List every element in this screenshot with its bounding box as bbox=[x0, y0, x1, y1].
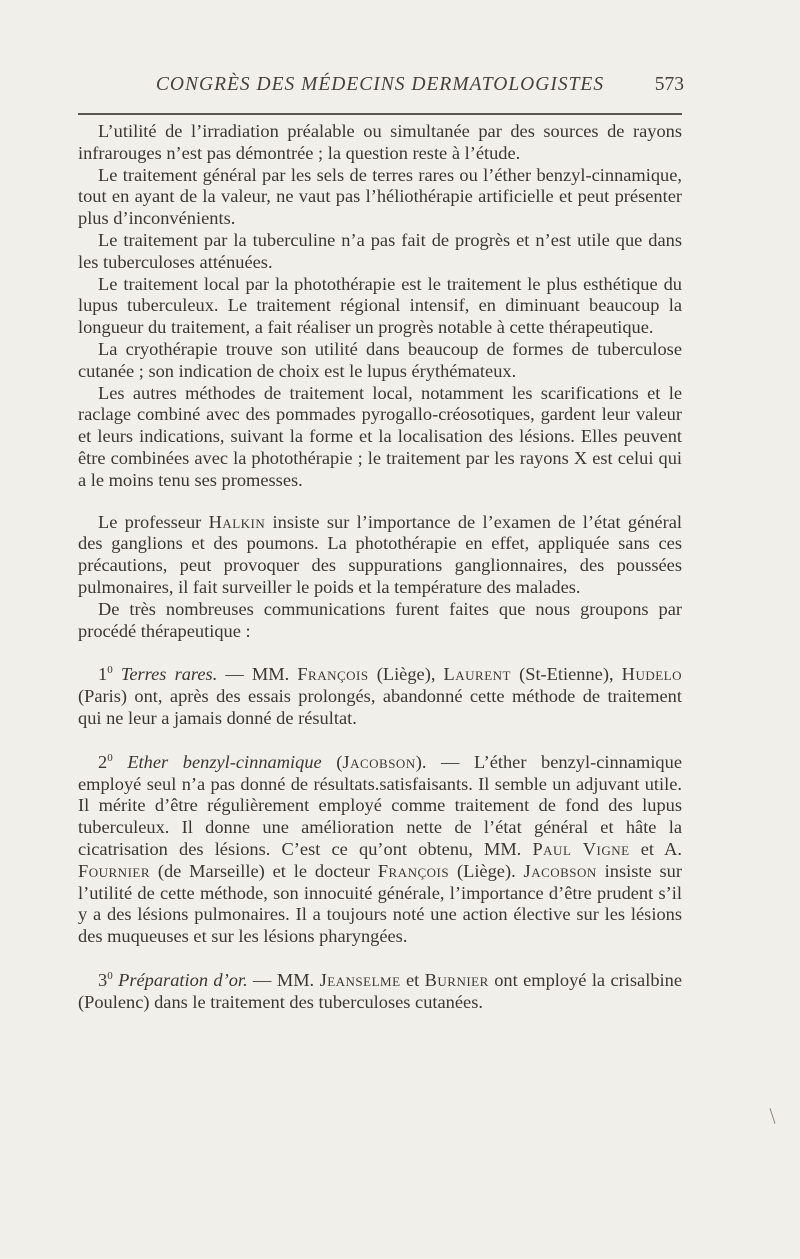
author-name: François bbox=[377, 860, 450, 881]
running-header bbox=[78, 74, 682, 104]
paragraph: La cryothérapie trouve son utilité dans beaucoup de formes de tuberculose cutanée ; son indication de choix est le lupus érythémateux. bbox=[78, 338, 682, 381]
intro-paragraph: De très nombreuses communications furent faites que nous groupons par procédé thérapeutique : bbox=[78, 598, 682, 641]
body-text bbox=[78, 121, 682, 1013]
author-name: Paul Vigne bbox=[532, 838, 630, 859]
running-title: CONGRÈS DES MÉDECINS DERMATOLOGISTES bbox=[155, 74, 605, 95]
section-title: Ether benzyl-cinnamique bbox=[127, 751, 322, 772]
paragraph: Le traitement général par les sels de terres rares ou l’éther benzyl-cinnamique, tout en ayant de la valeur, ne vaut pas l’héliothérapie artificielle et peut présenter plus d’inconvénients. bbox=[78, 164, 682, 229]
margin-mark bbox=[770, 1108, 776, 1124]
page-number: 573 bbox=[654, 74, 684, 95]
author-name: Jacobson bbox=[523, 860, 597, 881]
section-title: Terres rares. bbox=[120, 664, 218, 685]
section-title: Préparation d’or. bbox=[118, 969, 248, 990]
paragraph: L’utilité de l’irradiation préalable ou simultanée par des sources de rayons infrarouges n’est pas démontrée ; la question reste à l’étude. bbox=[78, 121, 682, 163]
author-name: François bbox=[297, 664, 369, 685]
author-name: Laurent bbox=[443, 664, 511, 685]
paragraph: Le traitement local par la photothérapie est le traitement le plus esthétique du lupus tuberculeux. Le traitement régional intensif, en diminuant beaucoup la longueur du traitement, a fait réaliser un progrès notable à cette thérapeutique. bbox=[78, 273, 682, 338]
section-ether: $2^0$ Ether benzyl-cinnamique (Jacobson). — L’éther benzyl-cinnamique employé seul n’a pas donné de résultats.satisfaisants. Il semble un adjuvant utile. Il mérite d’être régulièrement employé comme traitement de fond des lupus tuberculeux. Il donne une amélioration nette de l’état général et hâte la cicatrisation des lésions. C’est ce qu’ont obtenu, MM. Paul Vigne et A. Fournier (de Marseille) et le docteur François (Liège). Jacobson insiste sur l’utilité de cette méthode, son innocuité générale, l’importance d’être prudent s’il y a des lésions pulmonaires. Il a toujours noté une action élective sur les lésions des muqueuses et sur les lésions pharyngées. bbox=[78, 751, 682, 947]
halkin-paragraph: Le professeur Halkin insiste sur l’importance de l’examen de l’état général des ganglions et des poumons. La photothérapie en effet, appliquée sans ces précautions, peut provoquer des suppurations ganglionnaires, des poussées pulmonaires, il fait surveiller le poids et la température des malades. bbox=[78, 511, 682, 597]
author-name: Hudelo bbox=[621, 664, 682, 685]
author-name: Jacobson bbox=[342, 751, 416, 772]
author-name: Burnier bbox=[424, 969, 489, 990]
section-terres-rares: $1^0$ Terres rares. — MM. François (Liège), Laurent (St-Etienne), Hudelo (Paris) ont, après des essais prolongés, abandonné cette méthode de traitement qui ne leur a jamais donné de résultat. bbox=[78, 664, 682, 728]
paragraph: Le traitement par la tuberculine n’a pas fait de progrès et n’est utile que dans les tuberculoses atténuées. bbox=[78, 229, 682, 272]
author-name: Fournier bbox=[78, 860, 151, 881]
author-name: Halkin bbox=[208, 511, 266, 532]
header-rule bbox=[78, 113, 682, 115]
author-name: Jeanselme bbox=[319, 969, 401, 990]
paragraph: Les autres méthodes de traitement local, notamment les scarifications et le raclage combiné avec des pommades pyrogallo-créosotiques, gardent leur valeur et leurs indications, suivant la forme et la localisation des lésions. Elles peuvent être combinées avec la photothérapie ; le traitement par les rayons X est celui qui a le moins tenu ses promesses. bbox=[78, 382, 682, 490]
section-preparation-or: $3^0$ Préparation d’or. — MM. Jeanselme et Burnier ont employé la crisalbine (Poulenc) dans le traitement des tuberculoses cutanées. bbox=[78, 969, 682, 1012]
